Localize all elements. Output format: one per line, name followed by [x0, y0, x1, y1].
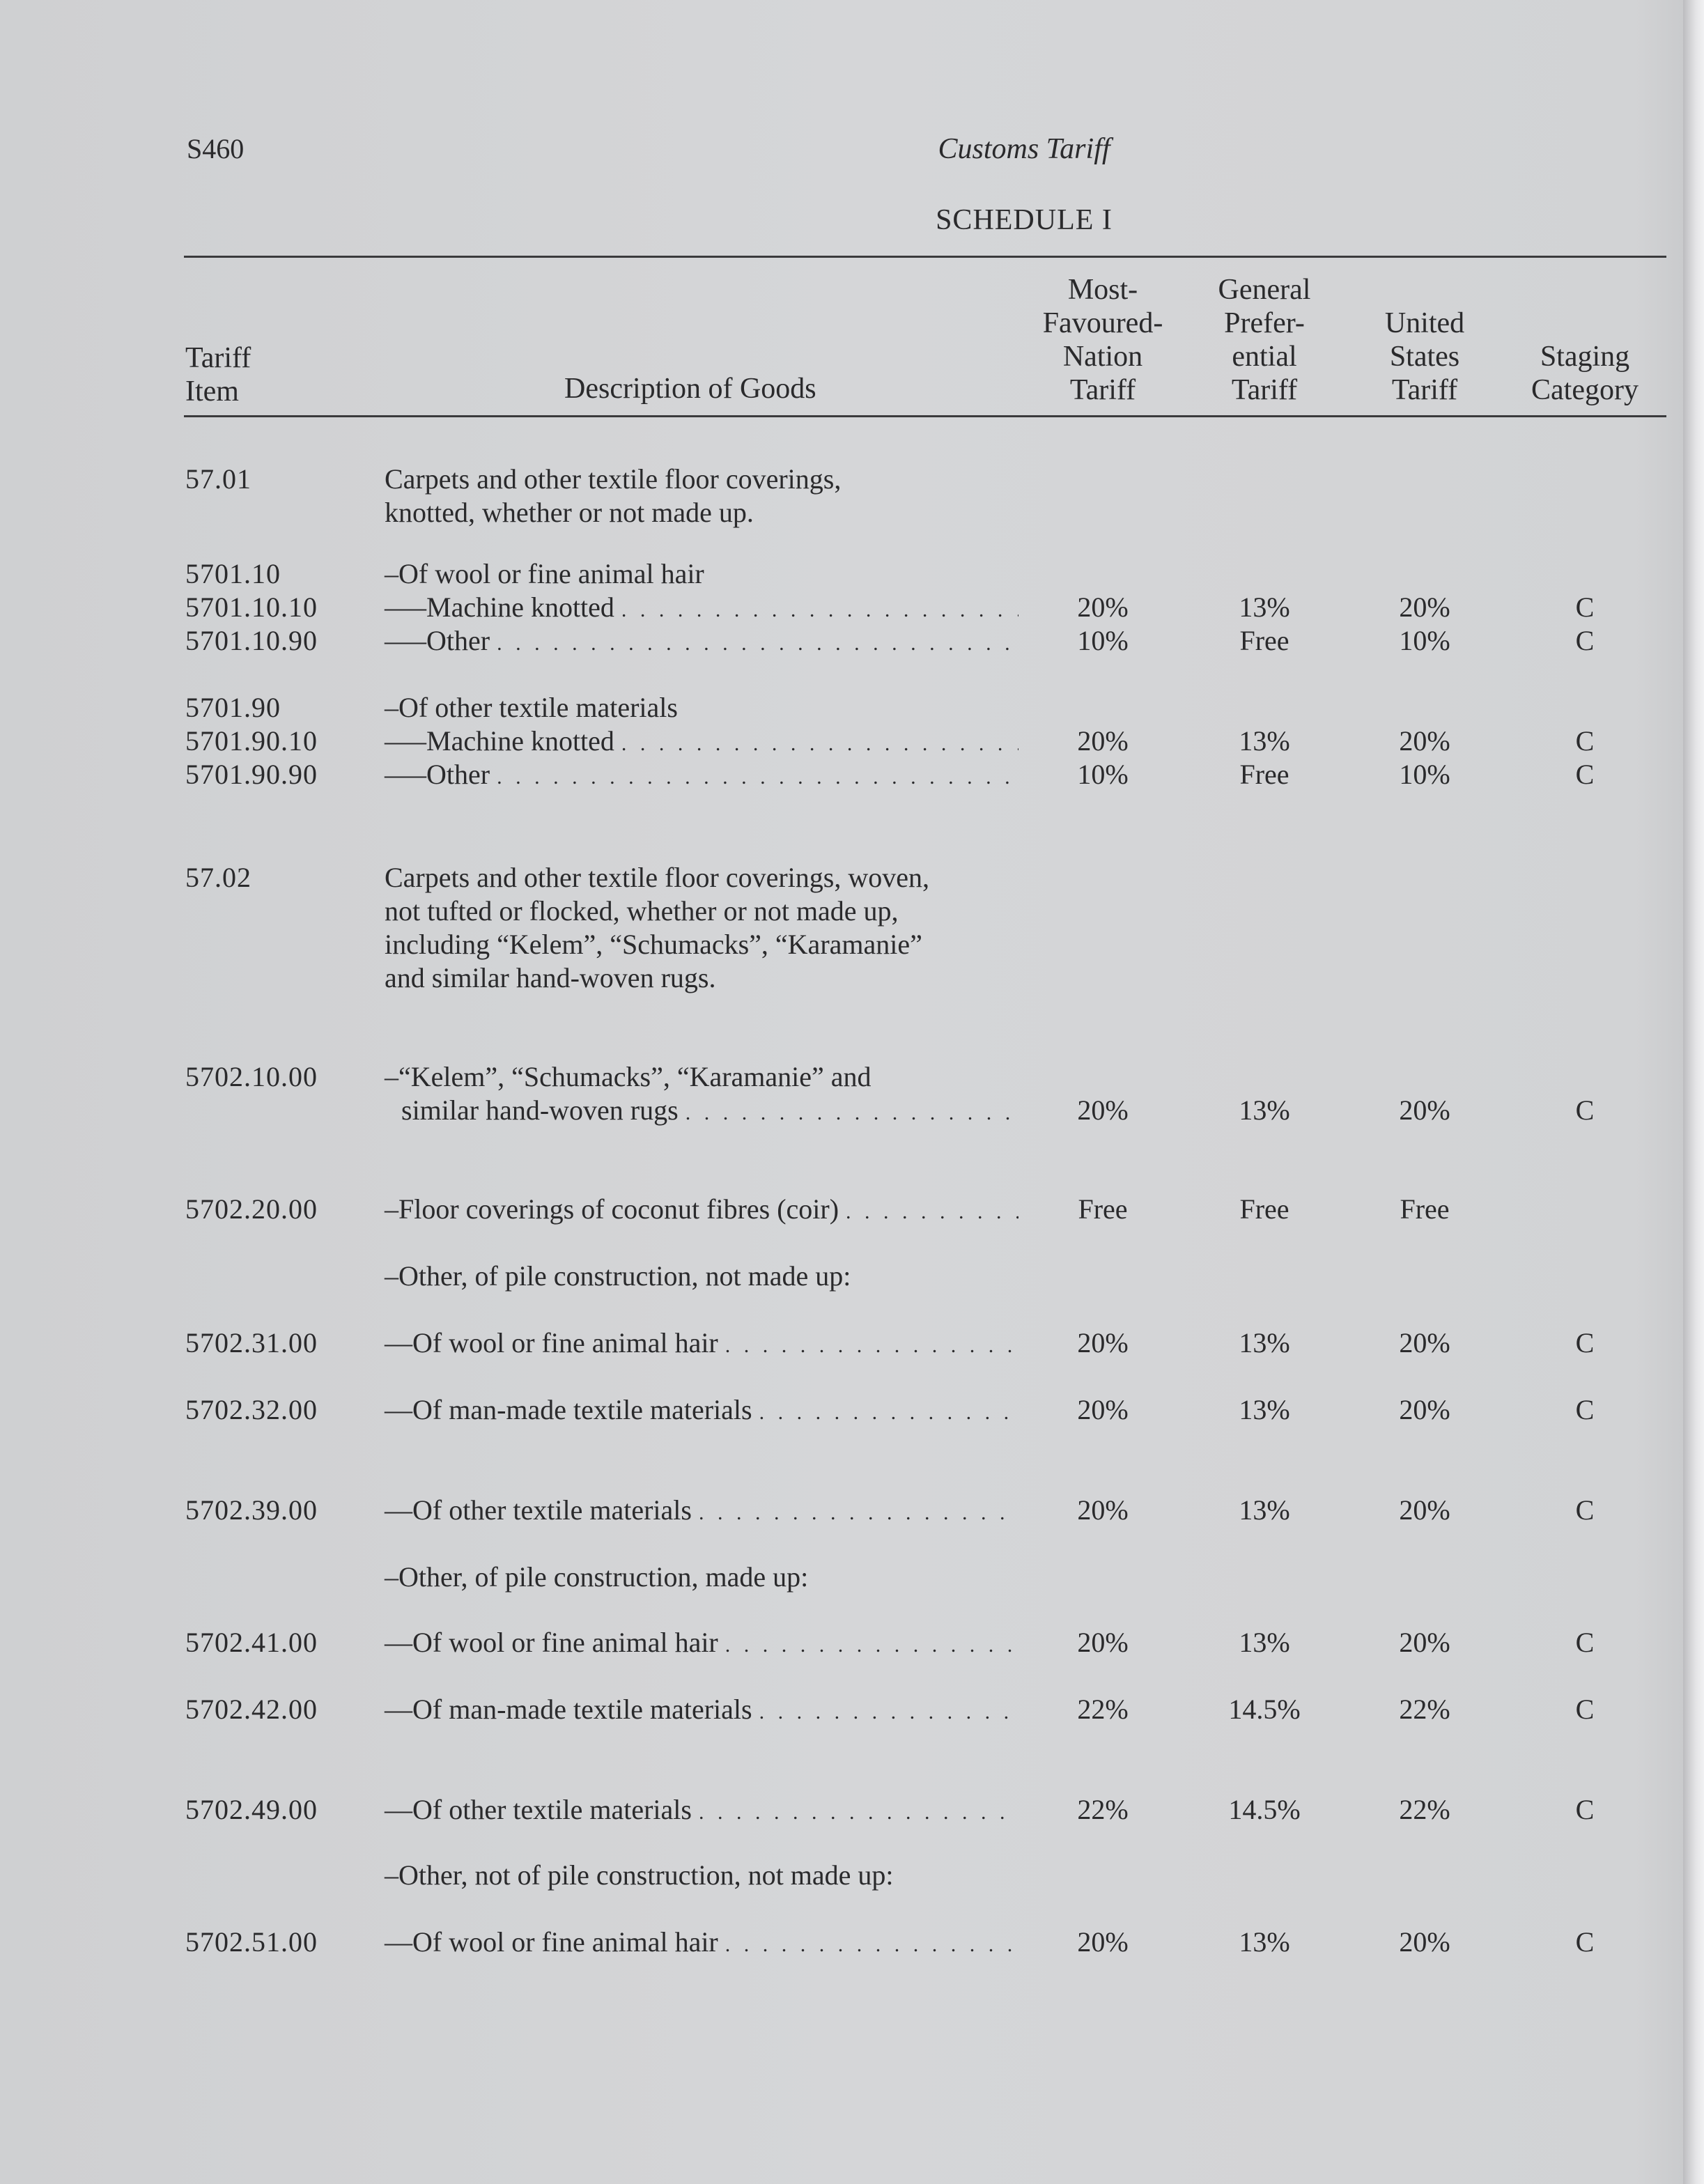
description-line: ––Of wool or fine animal hair	[385, 1327, 718, 1358]
page-number: S460	[187, 133, 245, 164]
dot-leader	[846, 1193, 1018, 1229]
tariff-item-code: 5702.42.00	[185, 1694, 318, 1725]
goods-description	[385, 1626, 1018, 1662]
dot-leader	[699, 1494, 1018, 1530]
goods-description	[385, 1326, 1018, 1363]
us-rate: 20%	[1399, 1627, 1450, 1658]
description-line: –––Machine knotted	[385, 591, 614, 623]
us-rate: 10%	[1399, 625, 1450, 656]
description-line: –Of wool or fine animal hair	[385, 558, 704, 589]
description-line: –Other, of pile construction, made up:	[385, 1561, 809, 1593]
us-rate: 20%	[1399, 1926, 1450, 1958]
goods-description	[385, 1393, 1018, 1430]
tariff-item-code: 5702.51.00	[185, 1926, 318, 1958]
dot-leader	[759, 1393, 1018, 1430]
col-header-us-tariff: United States Tariff	[1384, 307, 1465, 406]
us-rate: 20%	[1399, 1494, 1450, 1526]
goods-description	[385, 725, 1018, 761]
tariff-item-code: 5702.20.00	[185, 1193, 318, 1225]
mfn-rate: 20%	[1077, 1494, 1129, 1526]
dot-leader	[686, 1094, 1018, 1130]
dot-leader	[725, 1926, 1018, 1962]
staging-category: C	[1575, 725, 1595, 757]
col-header-description: Description of Goods	[564, 373, 816, 405]
tariff-item-code: 5701.10.10	[185, 591, 318, 623]
us-rate: 22%	[1399, 1794, 1450, 1825]
running-title: Customs Tariff	[938, 133, 1110, 165]
gpt-rate: 13%	[1239, 1494, 1290, 1526]
col-header-gpt-tariff: General Prefer- ential Tariff	[1218, 274, 1311, 406]
staging-category: C	[1575, 625, 1595, 656]
gpt-rate: Free	[1239, 759, 1289, 790]
description-line: –“Kelem”, “Schumacks”, “Karamanie” and	[385, 1061, 872, 1092]
dot-leader	[621, 725, 1018, 761]
mfn-rate: 20%	[1077, 1327, 1129, 1358]
mfn-rate: 20%	[1077, 725, 1129, 757]
gpt-rate: 13%	[1239, 725, 1290, 757]
header-rule-top	[184, 256, 1666, 258]
tariff-item-code: 5701.90	[185, 692, 281, 723]
gpt-rate: 13%	[1239, 1394, 1290, 1425]
gpt-rate: 13%	[1239, 1627, 1290, 1658]
staging-category: C	[1575, 1094, 1595, 1126]
tariff-item-code: 57.02	[185, 862, 251, 893]
mfn-rate: 22%	[1077, 1794, 1129, 1825]
page-edge	[1683, 0, 1704, 2184]
dot-leader	[699, 1793, 1018, 1829]
description-line: –––Other	[385, 625, 490, 656]
description-line: ––Of other textile materials	[385, 1794, 692, 1825]
goods-description	[385, 1260, 1018, 1293]
dot-leader	[621, 591, 1018, 627]
tariff-item-code: 5702.39.00	[185, 1494, 318, 1526]
mfn-rate: 10%	[1077, 625, 1129, 656]
goods-description	[385, 624, 1018, 660]
description-line: Carpets and other textile floor coverings,	[385, 463, 842, 495]
tariff-item-code: 5702.10.00	[185, 1061, 318, 1092]
dot-leader	[725, 1326, 1018, 1363]
tariff-item-code: 5702.32.00	[185, 1394, 318, 1425]
tariff-item-code: 5701.10.90	[185, 625, 318, 656]
us-rate: 20%	[1399, 725, 1450, 757]
staging-category: C	[1575, 1494, 1595, 1526]
goods-description	[385, 591, 1018, 627]
dot-leader	[497, 624, 1018, 660]
goods-description	[385, 1693, 1018, 1729]
us-rate: 20%	[1399, 1327, 1450, 1358]
description-line: ––Of man-made textile materials	[385, 1694, 752, 1725]
schedule-title: SCHEDULE I	[936, 204, 1113, 236]
dot-leader	[497, 758, 1018, 794]
staging-category: C	[1575, 1394, 1595, 1425]
us-rate: 20%	[1399, 1094, 1450, 1126]
mfn-rate: Free	[1078, 1193, 1128, 1225]
gpt-rate: 13%	[1239, 1094, 1290, 1126]
staging-category: C	[1575, 1327, 1595, 1358]
gpt-rate: 13%	[1239, 1926, 1290, 1958]
description-line: ––Of wool or fine animal hair	[385, 1627, 718, 1658]
dot-leader	[759, 1693, 1018, 1729]
col-header-staging-category: Staging Category	[1531, 341, 1639, 406]
staging-category: C	[1575, 1694, 1595, 1725]
mfn-rate: 20%	[1077, 1094, 1129, 1126]
description-line: including “Kelem”, “Schumacks”, “Karamanie”	[385, 929, 922, 960]
description-line: ––Of other textile materials	[385, 1494, 692, 1526]
goods-description	[385, 463, 1018, 529]
description-line: –––Machine knotted	[385, 725, 614, 757]
us-rate: 20%	[1399, 591, 1450, 623]
staging-category: C	[1575, 591, 1595, 623]
gpt-rate: 14.5%	[1228, 1794, 1301, 1825]
mfn-rate: 22%	[1077, 1694, 1129, 1725]
staging-category: C	[1575, 1926, 1595, 1958]
tariff-item-code: 57.01	[185, 463, 251, 495]
goods-description	[385, 557, 1018, 591]
goods-description	[385, 1494, 1018, 1530]
mfn-rate: 10%	[1077, 759, 1129, 790]
tariff-item-code: 5701.90.90	[185, 759, 318, 790]
goods-description	[385, 861, 1018, 995]
description-line: –Other, of pile construction, not made up:	[385, 1260, 851, 1292]
us-rate: Free	[1400, 1193, 1450, 1225]
tariff-item-code: 5702.41.00	[185, 1627, 318, 1658]
gpt-rate: Free	[1239, 1193, 1289, 1225]
description-line: ––Of man-made textile materials	[385, 1394, 752, 1425]
header-rule-bottom	[184, 415, 1666, 417]
tariff-item-code: 5702.49.00	[185, 1794, 318, 1825]
goods-description	[385, 758, 1018, 794]
staging-category: C	[1575, 759, 1595, 790]
mfn-rate: 20%	[1077, 1926, 1129, 1958]
description-line: similar hand-woven rugs	[401, 1094, 679, 1126]
description-line: not tufted or flocked, whether or not made up,	[385, 895, 899, 927]
us-rate: 10%	[1399, 759, 1450, 790]
goods-description	[385, 1793, 1018, 1829]
tariff-item-code: 5701.10	[185, 558, 281, 589]
mfn-rate: 20%	[1077, 591, 1129, 623]
tariff-item-code: 5701.90.10	[185, 725, 318, 757]
gpt-rate: 13%	[1239, 591, 1290, 623]
description-line: ––Of wool or fine animal hair	[385, 1926, 718, 1958]
goods-description	[385, 1560, 1018, 1594]
mfn-rate: 20%	[1077, 1627, 1129, 1658]
description-line: –Floor coverings of coconut fibres (coir)	[385, 1193, 839, 1225]
gpt-rate: 13%	[1239, 1327, 1290, 1358]
staging-category: C	[1575, 1794, 1595, 1825]
mfn-rate: 20%	[1077, 1394, 1129, 1425]
description-line: –––Other	[385, 759, 490, 790]
goods-description	[385, 1193, 1018, 1229]
us-rate: 22%	[1399, 1694, 1450, 1725]
col-header-tariff-item: Tariff Item	[185, 342, 251, 408]
goods-description	[385, 1060, 1018, 1130]
tariff-item-code: 5702.31.00	[185, 1327, 318, 1358]
goods-description	[385, 1926, 1018, 1962]
gpt-rate: 14.5%	[1228, 1694, 1301, 1725]
description-line: –Other, not of pile construction, not made up:	[385, 1859, 894, 1891]
description-line: and similar hand-woven rugs.	[385, 962, 716, 993]
goods-description	[385, 1859, 1018, 1892]
description-line: Carpets and other textile floor coverings, woven,	[385, 862, 929, 893]
gpt-rate: Free	[1239, 625, 1289, 656]
dot-leader	[725, 1626, 1018, 1662]
description-line: knotted, whether or not made up.	[385, 497, 754, 528]
goods-description	[385, 691, 1018, 725]
description-line: –Of other textile materials	[385, 692, 678, 723]
staging-category: C	[1575, 1627, 1595, 1658]
col-header-mfn-tariff: Most- Favoured- Nation Tariff	[1042, 274, 1163, 406]
us-rate: 20%	[1399, 1394, 1450, 1425]
